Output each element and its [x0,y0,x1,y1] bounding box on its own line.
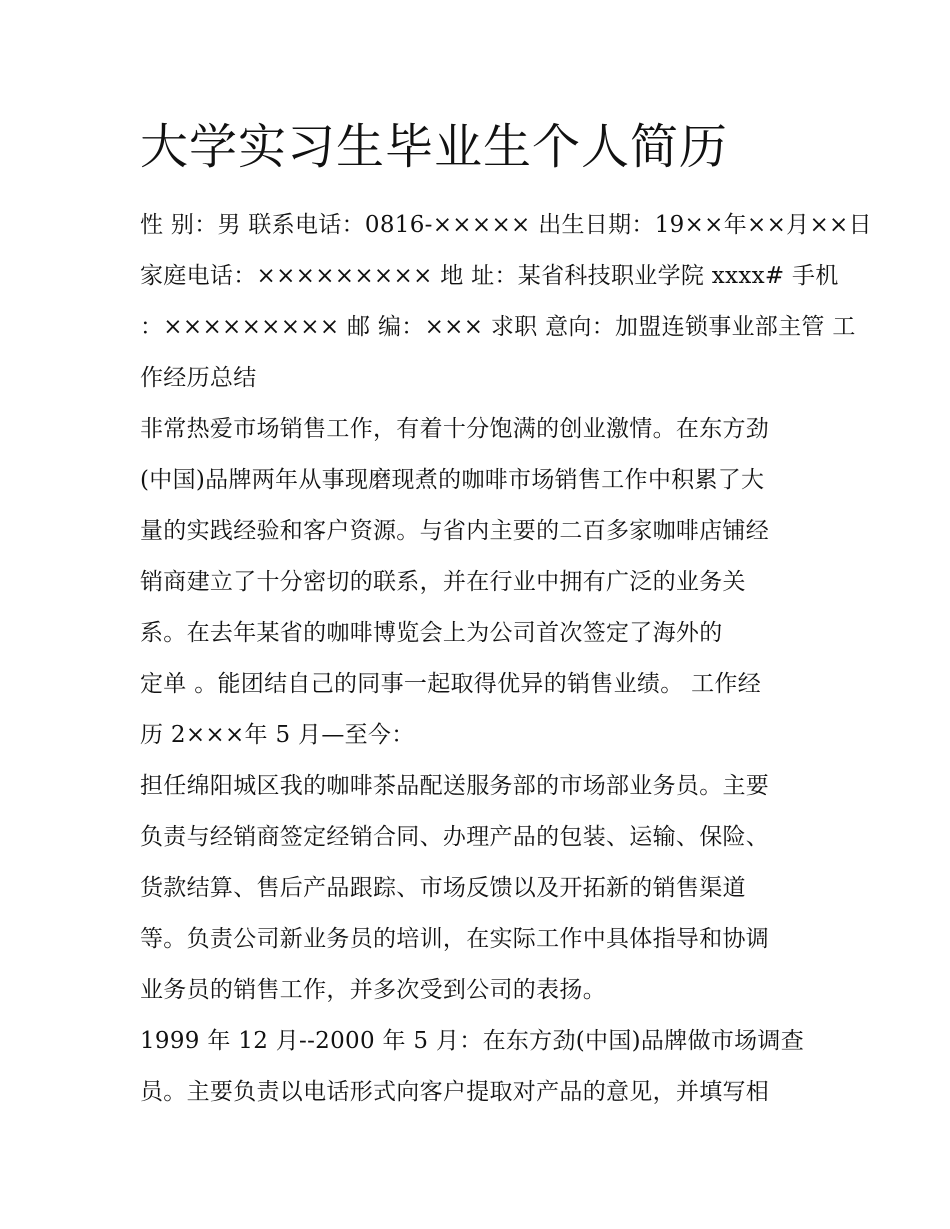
text-line: 家庭电话：××××××××× 地 址：某省科技职业学院 xxxx# 手机 [140,263,839,289]
text-line: 担任绵阳城区我的咖啡茶品配送服务部的市场部业务员。主要 [140,773,770,799]
resume-body [140,200,872,1118]
page-title: 大学实习生毕业生个人简历 [140,119,729,175]
text-line: 货款结算、售后产品跟踪、市场反馈以及开拓新的销售渠道 [140,875,746,901]
text-line: 业务员的销售工作，并多次受到公司的表扬。 [140,977,606,1003]
text-line: 员。主要负责以电话形式向客户提取对产品的意见，并填写相 [140,1079,770,1105]
text-line: 负责与经销商签定经销合同、办理产品的包装、运输、保险、 [140,824,770,850]
text-line: 非常热爱市场销售工作，有着十分饱满的创业激情。在东方劲 [140,416,770,442]
text-line: 1999 年 12 月--2000 年 5 月：在东方劲(中国)品牌做市场调查 [140,1028,805,1054]
text-line: 性 别：男 联系电话：0816-××××× 出生日期：19××年××月××日 [140,212,872,238]
text-line: (中国)品牌两年从事现磨现煮的咖啡市场销售工作中积累了大 [140,467,765,493]
text-line: 定单 。能团结自己的同事一起取得优异的销售业绩。 工作经 [140,671,762,697]
text-line: 量的实践经验和客户资源。与省内主要的二百多家咖啡店铺经 [140,518,770,544]
text-line: 销商建立了十分密切的联系，并在行业中拥有广泛的业务关 [140,569,746,595]
text-line: 等。负责公司新业务员的培训，在实际工作中具体指导和协调 [140,926,770,952]
text-line: 作经历总结 [140,365,257,391]
text-line: ：××××××××× 邮 编：××× 求职 意向：加盟连锁事业部主管 工 [140,314,856,340]
text-line: 历 2×××年 5 月—至今： [140,722,415,748]
text-line: 系。在去年某省的咖啡博览会上为公司首次签定了海外的 [140,620,723,646]
